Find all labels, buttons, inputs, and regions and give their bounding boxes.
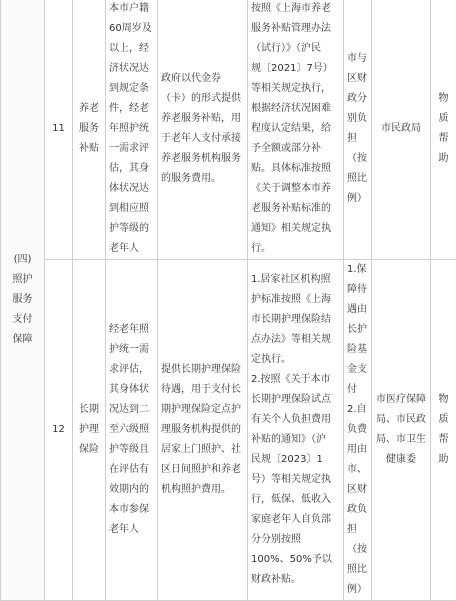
table-row (1, 0, 456, 260)
eligibility-condition: 经老年照 护统一需 求评估， 其身体状 况达到二 至六级照 护等级且 在评估有 效期内的 本市参保 老年人 (106, 260, 158, 601)
service-standard: 1.居家社区机构照 护标准按照《上海 市长期护理保险结 点办法》等相关规 定执行。 2.按照《关于本市 长期护理保险试点 有关个人负担费用 补贴的通知》（沪 民规〔2023〕1 号）等相关规定执 行，低保、低收入 家庭老年人自负部 分分别按照 100%、50%予以 财政补贴。 (248, 260, 344, 601)
responsible-department: 市民政局 (372, 0, 431, 260)
service-type: 物质帮 助 (431, 0, 456, 260)
funding-source: 1.保 障待 遇由 长护 险基 金支 付 2.自 负费 用由 市、 区财 政负 担 （按 照比 例） (344, 260, 372, 601)
service-type: 物质帮 助 (431, 260, 456, 601)
row-number: 12 (45, 260, 73, 601)
service-standard: 按照《上海市养老 服务补贴管理办法 （试行）》（沪民 规〔2021〕7号） 等相关规定执行， 根据经济状况困难 程度认定结果，给 予全额或部分补 贴。具体标准按照 《关于调整本市养 老服务补贴标准的 通知》相关规定执 行。 (248, 0, 344, 260)
category-cell: (四) 照护 服务 支付 保障 (1, 0, 45, 601)
item-name: 长期 护理 保险 (73, 260, 106, 601)
table-row (1, 260, 456, 601)
service-content: 提供长期护理保险 待遇，用于支付长 期护理保险定点护 理服务机构提供的 居家上门照护、社 区日间照护和养老 机构照护费用。 (158, 260, 248, 601)
item-name: 养老 服务 补贴 (73, 0, 106, 260)
funding-source: 市与 区财 政分 别负 担 （按 照比 例） (344, 0, 372, 260)
service-content: 政府以代金券 （卡）的形式提供 养老服务补贴，用 于老年人支付承接 养老服务机构服务 的服务费用。 (158, 0, 248, 260)
row-number: 11 (45, 0, 73, 260)
responsible-department: 市医疗保障 局、市民政 局、市卫生 健康委 (372, 260, 431, 601)
eligibility-condition: 本市户籍 60周岁及 以上，经 济状况达 到规定条 件，经老 年照护统 一需求评 估，其身 体状况达 到相应照 护等级的 老年人 (106, 0, 158, 260)
